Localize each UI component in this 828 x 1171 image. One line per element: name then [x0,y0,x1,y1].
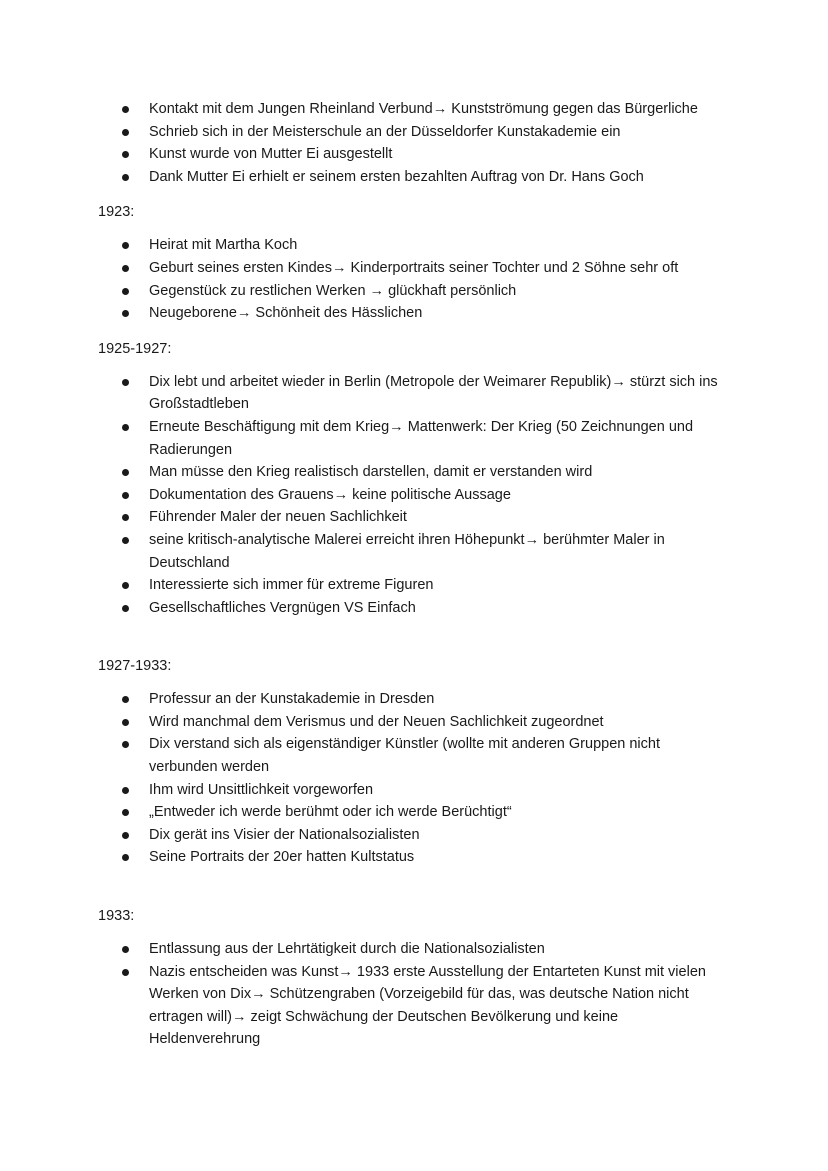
document-content [0,98,828,1051]
bullet-list [0,371,828,620]
bullet-item: Dokumentation des Grauens→ keine politische Aussage [0,484,828,507]
bullet-item: „Entweder ich werde berühmt oder ich werde Berüchtigt“ [0,801,828,824]
bullet-item: Dix verstand sich als eigenständiger Künstler (wollte mit anderen Gruppen nicht verbunden werden [0,733,828,778]
bullet-list [0,688,828,869]
section-heading: 1923: [98,204,135,221]
bullet-item: Schrieb sich in der Meisterschule an der Düsseldorfer Kunstakademie ein [0,121,828,144]
section-1927-1933 [0,655,828,869]
section-heading: 1927-1933: [98,658,172,675]
bullet-item: Kunst wurde von Mutter Ei ausgestellt [0,143,828,166]
section-1925-1927 [0,338,828,620]
section-1923 [0,201,828,324]
bullet-item: Heirat mit Martha Koch [0,234,828,257]
bullet-list [0,234,828,324]
bullet-item: Führender Maler der neuen Sachlichkeit [0,506,828,529]
section-intro [0,98,828,188]
section-1933 [0,905,828,1051]
bullet-item: Nazis entscheiden was Kunst→ 1933 erste Ausstellung der Entarteten Kunst mit vielen Werken von Dix→ Schützengraben (Vorzeigebild für das, was deutsche Nation nicht ertragen will)→ zeigt Schwächung der Deutschen Bevölkerung und keine Heldenverehrung [0,961,828,1051]
bullet-item: Wird manchmal dem Verismus und der Neuen Sachlichkeit zugeordnet [0,711,828,734]
bullet-item: seine kritisch-analytische Malerei erreicht ihren Höhepunkt→ berühmter Maler in Deutschland [0,529,828,574]
bullet-item: Seine Portraits der 20er hatten Kultstatus [0,846,828,869]
section-heading: 1933: [98,908,135,925]
bullet-item: Gegenstück zu restlichen Werken → glückhaft persönlich [0,280,828,303]
bullet-item: Erneute Beschäftigung mit dem Krieg→ Mattenwerk: Der Krieg (50 Zeichnungen und Radierungen [0,416,828,461]
bullet-item: Interessierte sich immer für extreme Figuren [0,574,828,597]
section-heading: 1925-1927: [98,340,172,357]
bullet-item: Man müsse den Krieg realistisch darstellen, damit er verstanden wird [0,461,828,484]
bullet-item: Geburt seines ersten Kindes→ Kinderportraits seiner Tochter und 2 Söhne sehr oft [0,257,828,280]
bullet-item: Kontakt mit dem Jungen Rheinland Verbund→ Kunstströmung gegen das Bürgerliche [0,98,828,121]
bullet-list [0,98,828,188]
bullet-item: Ihm wird Unsittlichkeit vorgeworfen [0,779,828,802]
bullet-item: Professur an der Kunstakademie in Dresden [0,688,828,711]
bullet-item: Gesellschaftliches Vergnügen VS Einfach [0,597,828,620]
bullet-item: Entlassung aus der Lehrtätigkeit durch die Nationalsozialisten [0,938,828,961]
bullet-item: Dix lebt und arbeitet wieder in Berlin (Metropole der Weimarer Republik)→ stürzt sich ins Großstadtleben [0,371,828,416]
bullet-list [0,938,828,1051]
bullet-item: Dank Mutter Ei erhielt er seinem ersten bezahlten Auftrag von Dr. Hans Goch [0,166,828,189]
bullet-item: Dix gerät ins Visier der Nationalsozialisten [0,824,828,847]
bullet-item: Neugeborene→ Schönheit des Hässlichen [0,302,828,325]
